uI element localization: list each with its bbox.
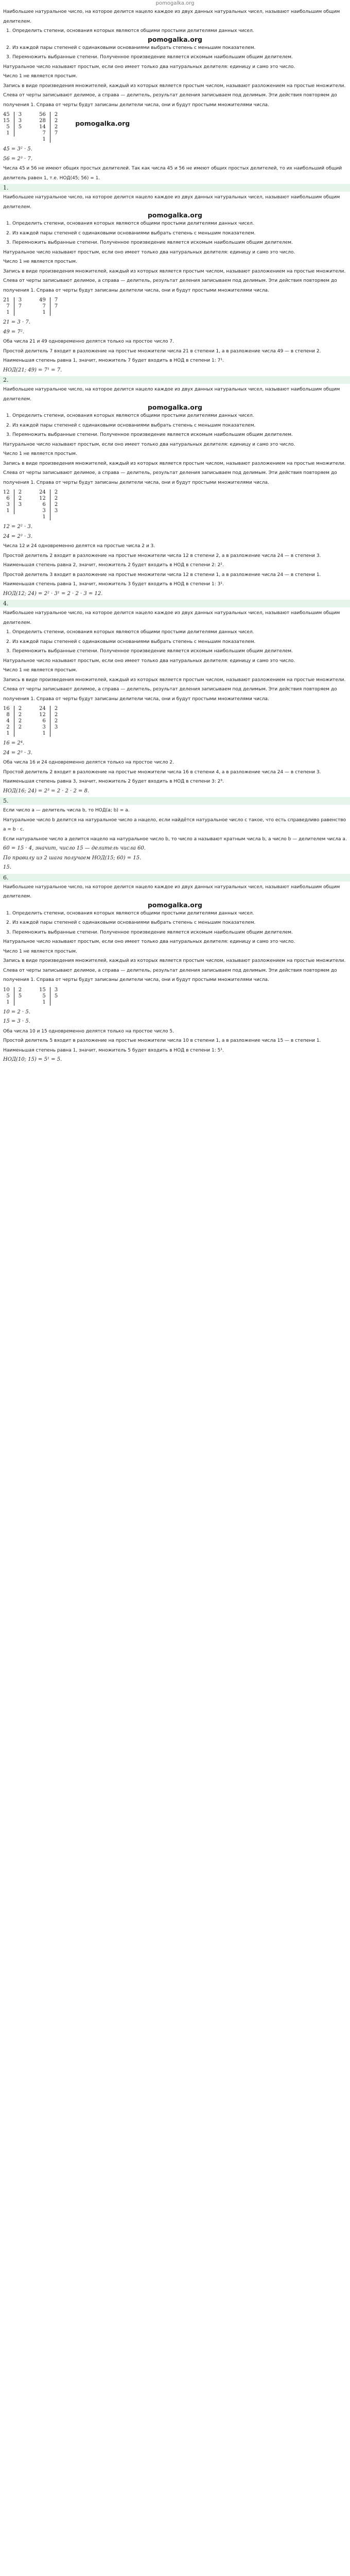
prime-divisor: 3 xyxy=(54,724,58,730)
prime-divisor: 7 xyxy=(54,130,58,136)
dividend: 8 xyxy=(3,712,14,718)
explanation: Простой делитель 3 входит в разложение на простые множители числа 12 в степени 1, а в разложение числа 24 — в степени 1. Наименьшая степень равна 1, значит, множитель 3 будет входить в НОД в степени 1: 3¹. xyxy=(3,572,321,587)
decomposition-text: Запись в виде произведения множителей, каждый из которых является простым числом, называют разложением на простые множители. Слева от черты записывают делимое, а справа — делитель, результат деления записываем под делимым. Эти действия повторяем до получения 1. Справа от черты будут записаны делители числа, они и будут простыми множителями числа. xyxy=(3,83,346,108)
gcd-definition: Наибольшее натуральное число, на которое делится нацело каждое из двух данных натуральных чисел, называют наибольшим общим делителем. xyxy=(3,9,340,24)
prime-divisor xyxy=(50,731,58,737)
prime-divisor: 5 xyxy=(54,993,58,999)
decomposition-text: Запись в виде произведения множителей, каждый из которых является простым числом, называют разложением на простые множители. Слева от черты записывают делимое, а справа — делитель, результат деления записываем под делимым. Эти действия повторяем до получения 1. Справа от черты будут записаны делители числа, они и будут простыми множителями числа. xyxy=(3,461,346,485)
dividend: 15 xyxy=(39,987,50,993)
section-badge: 4. xyxy=(0,600,350,607)
section-badge: 2. xyxy=(0,376,350,384)
prime-divisor: 7 xyxy=(54,297,58,303)
step-3: Перемножить выбранные степени. Полученное произведение является искомым наибольшим общим делителем. xyxy=(12,929,293,935)
prime-divisor: 7 xyxy=(18,303,22,309)
example-4: Наибольшее натуральное число, на которое делится нацело каждое из двух данных натуральных чисел, называют наибольшим общим делителем. 1. Определить степени, основания которых являются общими простыми делителями данных чисел. 2. Из каждой пары степеней с одинаковыми основаниями выбрать степень с меньшим показателем. 3. Перемножить выбранные степени. Полученное произведение является искомым наибольшим общим делителем. Натуральное число называют простым, если оно имеет только два натуральных делителя: единицу и само это число. Число 1 не является простым. Запись в виде произведения множителей, каждый из которых является простым числом, называют разложением на простые множители. Слева от черты записывают делимое, а справа — делитель, результат деления записываем под делимым. Эти действия повторяем до получения 1. Справа от черты будут записаны делители числа, они и будут простыми множителями числа. 16 2 8 2 4 2 2 2 1 24 2 12 2 6 2 3 3 1 16 = 2⁴. 24 = 2³ · 3. Оба числа 16 и 24 одновременно делятся только на простое число 2. Простой делитель 2 входит в разложение на простые множители числа 16 в степени 4, а в разложение числа 24 — в степени 3. Наименьшая степень равна 3, значит, множитель 2 будет входить в НОД в степени 3: 2³. НОД(16; 24) = 2³ = 2 · 2 · 2 = 8. xyxy=(0,608,350,796)
watermark: pomogalka.org xyxy=(147,901,202,909)
div-left xyxy=(3,489,22,514)
prime-divisor: 2 xyxy=(54,718,58,724)
explanation: Оба числа 21 и 49 одновременно делятся только на простое число 7. xyxy=(3,339,174,344)
prime-divisor xyxy=(14,508,22,514)
factorization-2: 56 = 2³ · 7. xyxy=(3,156,32,162)
dividend: 3 xyxy=(39,508,50,514)
example-3: Наибольшее натуральное число, на которое делится нацело каждое из двух данных натуральных чисел, называют наибольшим общим делителем. pomogalka.org 1. Определить степени, основания которых являются общими простыми делителями данных чисел. 2. Из каждой пары степеней с одинаковыми основаниями выбрать степень с меньшим показателем. 3. Перемножить выбранные степени. Полученное произведение является искомым наибольшим общим делителем. Натуральное число называют простым, если оно имеет только два натуральных делителя: единицу и само это число. Число 1 не является простым. Запись в виде произведения множителей, каждый из которых является простым числом, называют разложением на простые множители. Слева от черты записывают делимое, а справа — делитель, результат деления записываем под делимым. Эти действия повторяем до получения 1. Справа от черты будут записаны делители числа, они и будут простыми множителями числа. 12 2 6 2 3 3 1 24 2 12 2 6 2 3 3 1 12 = 2² · 3. 24 = 2³ · 3. Числа 12 и 24 одновременно делятся на простые числа 2 и 3. Простой делитель 2 входит в разложение на простые множители числа 12 в степени 2, а в разложение числа 24 — в степени 3. Наименьшая степень равна 2, значит, множитель 2 будет входить в НОД в степени 2: 2². Простой делитель 3 входит в разложение на простые множители числа 12 в степени 1, а в разложение числа 24 — в степени 1. Наименьшая степень равна 1, значит, множитель 3 будет входить в НОД в степени 1: 3¹. НОД(12; 24) = 2² · 3¹ = 2 · 2 · 3 = 12. xyxy=(0,385,350,599)
prime-divisor: 3 xyxy=(18,118,22,124)
answer: НОД(16; 24) = 2³ = 2 · 2 · 2 = 8. xyxy=(3,788,90,794)
prime-divisor xyxy=(14,310,22,316)
explanation: Числа 45 и 56 не имеют общих простых делителей. Так как числа 45 и 56 не имеют общих простых делителей, то их наибольший общий делитель равен 1, т.е. НОД(45; 56) = 1. xyxy=(3,166,342,181)
div-left xyxy=(3,297,22,316)
answer: НОД(21; 49) = 7¹ = 7. xyxy=(3,367,62,373)
explanation: Простой делитель 2 входит в разложение на простые множители числа 12 в степени 2, а в разложение числа 24 — в степени 3. Наименьшая степень равна 2, значит, множитель 2 будет входить в НОД в степени 2: 2². xyxy=(3,553,321,568)
explanation: Простой делитель 2 входит в разложение на простые множители числа 16 в степени 4, а в разложение числа 24 — в степени 3. Наименьшая степень равна 3, значит, множитель 2 будет входить в НОД в степени 3: 2³. xyxy=(3,769,321,784)
factorization-1: 10 = 2 · 5. xyxy=(3,1009,30,1015)
explanation: Если натуральное число а делится нацело на натуральное число b, то число a называют кратным числа b, а число b — делителем числа a. xyxy=(3,836,347,842)
dividend: 56 xyxy=(39,112,50,118)
prime-divisor xyxy=(14,999,22,1006)
explanation: Простой делитель 5 входит в разложение на простые множители числа 10 в степени 1, а в разложение числа 15 — в степени 1. Наименьшая степень равна 1, значит, множитель 5 будет входить в НОД в степени 1: 5¹. xyxy=(3,1038,321,1053)
prime-divisor: 7 xyxy=(54,303,58,309)
dividend: 7 xyxy=(39,130,50,137)
factorization-2: 24 = 2³ · 3. xyxy=(3,750,32,756)
prime-definition: Натуральное число называют простым, если оно имеет только два натуральных делителя: единицу и само это число. xyxy=(3,249,295,255)
example-5 xyxy=(0,806,350,873)
dividend: 6 xyxy=(39,502,50,508)
dividend: 16 xyxy=(3,706,14,712)
dividend: 1 xyxy=(39,514,50,520)
prime-definition: Натуральное число называют простым, если оно имеет только два натуральных делителя: единицу и само это число. xyxy=(3,939,295,944)
prime-divisor: 2 xyxy=(54,706,58,711)
step-3: Перемножить выбранные степени. Полученное произведение является искомым наибольшим общим делителем. xyxy=(12,432,293,437)
dividend: 6 xyxy=(39,718,50,724)
prime-divisor xyxy=(50,999,58,1006)
step-1: Определить степени, основания которых являются общими простыми делителями данных чисел. xyxy=(12,910,254,916)
div-left xyxy=(3,706,22,737)
watermark: pomogalka.org xyxy=(147,211,202,219)
dividend: 1 xyxy=(3,130,14,137)
dividend: 1 xyxy=(39,310,50,316)
step-2: Из каждой пары степеней с одинаковыми основаниями выбрать степень с меньшим показателем. xyxy=(12,45,256,50)
gcd-definition: Наибольшее натуральное число, на которое делится нацело каждое из двух данных натуральных чисел, называют наибольшим общим делителем. xyxy=(3,611,340,625)
gcd-definition: Наибольшее натуральное число, на которое делится нацело каждое из двух данных натуральных чисел, называют наибольшим общим делителем. xyxy=(3,195,340,210)
prime-divisor: 2 xyxy=(18,718,22,724)
explanation: По правилу из 2 шага получаем НОД(15; 60) = 15. xyxy=(3,855,142,861)
dividend: 5 xyxy=(39,993,50,999)
prime-divisor xyxy=(50,310,58,316)
factorization-1: 21 = 3 · 7. xyxy=(3,319,30,325)
step-3: Перемножить выбранные степени. Полученное произведение является искомым наибольшим общим делителем. xyxy=(12,55,293,60)
one-not-prime: Число 1 не является простым. xyxy=(3,259,77,264)
dividend: 5 xyxy=(3,124,14,130)
dividend: 24 xyxy=(39,706,50,712)
prime-divisor xyxy=(50,137,58,143)
dividend: 10 xyxy=(3,987,14,993)
step-1: Определить степени, основания которых являются общими простыми делителями данных чисел. xyxy=(12,221,254,226)
prime-divisor: 3 xyxy=(18,112,22,117)
section-badge: 5. xyxy=(0,797,350,805)
example-6: Наибольшее натуральное число, на которое делится нацело каждое из двух данных натуральных чисел, называют наибольшим общим делителем. pomogalka.org 1. Определить степени, основания которых являются общими простыми делителями данных чисел. 2. Из каждой пары степеней с одинаковыми основаниями выбрать степень с меньшим показателем. 3. Перемножить выбранные степени. Полученное произведение является искомым наибольшим общим делителем. Натуральное число называют простым, если оно имеет только два натуральных делителя: единицу и само это число. Число 1 не является простым. Запись в виде произведения множителей, каждый из которых является простым числом, называют разложением на простые множители. Слева от черты записывают делимое, а справа — делитель, результат деления записываем под делимым. Эти действия повторяем до получения 1. Справа от черты будут записаны делители числа, они и будут простыми множителями числа. 10 2 5 5 1 15 3 5 5 1 10 = 2 · 5. 15 = 3 · 5. Оба числа 10 и 15 одновременно делятся только на простое число 5. Простой делитель 5 входит в разложение на простые множители числа 10 в степени 1, а в разложение числа 15 — в степени 1. Наименьшая степень равна 1, значит, множитель 5 будет входить в НОД в степени 1: 5¹. НОД(10; 15) = 5¹ = 5. xyxy=(0,883,350,1065)
watermark: pomogalka.org xyxy=(147,403,202,411)
answer: НОД(10; 15) = 5¹ = 5. xyxy=(3,1057,62,1062)
one-not-prime: Число 1 не является простым. xyxy=(3,451,77,456)
dividend: 14 xyxy=(39,124,50,130)
dividend: 49 xyxy=(39,297,50,303)
section-badge: 6. xyxy=(0,874,350,882)
one-not-prime: Число 1 не является простым. xyxy=(3,948,77,954)
div-right xyxy=(39,706,58,737)
explanation: Натуральное число b делится на натуральное число a нацело, если найдётся натуральное число c такое, что есть справедливо равенство a = b · c. xyxy=(3,817,346,832)
prime-divisor: 2 xyxy=(18,489,22,495)
dividend: 1 xyxy=(3,731,14,737)
dividend: 2 xyxy=(3,724,14,731)
dividend: 28 xyxy=(39,118,50,124)
dividend: 21 xyxy=(3,297,14,303)
dividend: 5 xyxy=(3,993,14,999)
dividend: 45 xyxy=(3,112,14,118)
factorization-1: 45 = 3² · 5. xyxy=(3,146,32,152)
gcd-definition: Наибольшее натуральное число, на которое делится нацело каждое из двух данных натуральных чисел, называют наибольшим общим делителем. xyxy=(3,884,340,899)
dividend: 1 xyxy=(39,137,50,143)
prime-divisor xyxy=(14,731,22,737)
example-2: Наибольшее натуральное число, на которое делится нацело каждое из двух данных натуральных чисел, называют наибольшим общим делителем. pomogalka.org 1. Определить степени, основания которых являются общими простыми делителями данных чисел. 2. Из каждой пары степеней с одинаковыми основаниями выбрать степень с меньшим показателем. 3. Перемножить выбранные степени. Полученное произведение является искомым наибольшим общим делителем. Натуральное число называют простым, если оно имеет только два натуральных делителя: единицу и само это число. Число 1 не является простым. Запись в виде произведения множителей, каждый из которых является простым числом, называют разложением на простые множители. Слева от черты записывают делимое, а справа — делитель, результат деления записываем под делимым. Эти действия повторяем до получения 1. Справа от черты будут записаны делители числа, они и будут простыми множителями числа. 21 3 7 7 1 49 7 7 7 1 21 = 3 · 7. 49 = 7². Оба числа 21 и 49 одновременно делятся только на простое число 7. Простой делитель 7 входит в разложение на простые множители числа 21 в степени 1, а в разложение числа 49 — в степени 2. Наименьшая степень равна 1, значит, множитель 7 будет входить в НОД в степени 1: 7¹. НОД(21; 49) = 7¹ = 7. xyxy=(0,193,350,375)
div-right xyxy=(39,987,58,1006)
factorization-2: 15 = 3 · 5. xyxy=(3,1019,30,1024)
step-1: Определить степени, основания которых являются общими простыми делителями данных чисел. xyxy=(12,630,254,635)
decomposition-text: Запись в виде произведения множителей, каждый из которых является простым числом, называют разложением на простые множители. Слева от черты записывают делимое, а справа — делитель, результат деления записываем под делимым. Эти действия повторяем до получения 1. Справа от черты будут записаны делители числа, они и будут простыми множителями числа. xyxy=(3,268,346,293)
explanation: Числа 12 и 24 одновременно делятся на простые числа 2 и 3. xyxy=(3,544,155,549)
div-left xyxy=(3,112,22,137)
explanation: 60 = 15 · 4, значит, число 15 — делитель числа 60. xyxy=(3,845,146,851)
prime-divisor: 2 xyxy=(18,496,22,501)
prime-divisor: 2 xyxy=(18,712,22,718)
dividend: 24 xyxy=(39,489,50,496)
dividend: 12 xyxy=(39,496,50,502)
prime-divisor: 3 xyxy=(18,297,22,303)
prime-divisor: 2 xyxy=(54,496,58,501)
dividend: 3 xyxy=(3,502,14,508)
dividend: 1 xyxy=(39,999,50,1006)
watermark: pomogalka.org xyxy=(75,120,130,127)
division-tables xyxy=(3,110,347,145)
answer: НОД(12; 24) = 2² · 3¹ = 2 · 2 · 3 = 12. xyxy=(3,590,103,597)
explanation: Простой делитель 7 входит в разложение на простые множители числа 21 в степени 1, а в разложение числа 49 — в степени 2. Наименьшая степень равна 1, значит, множитель 7 будет входить в НОД в степени 1: 7¹. xyxy=(3,348,321,363)
decomposition-text: Запись в виде произведения множителей, каждый из которых является простым числом, называют разложением на простые множители. Слева от черты записывают делимое, а справа — делитель, результат деления записываем под делимым. Эти действия повторяем до получения 1. Справа от черты будут записаны делители числа, они и будут простыми множителями числа. xyxy=(3,958,346,982)
factorization-1: 16 = 2⁴. xyxy=(3,740,25,746)
prime-definition: Натуральное число называют простым, если оно имеет только два натуральных делителя: единицу и само это число. xyxy=(3,64,295,70)
rule: Если число a — делитель числа b, то НОД(a; b) = a. xyxy=(3,808,130,813)
div-right xyxy=(39,112,58,143)
step-3: Перемножить выбранные степени. Полученное произведение является искомым наибольшим общим делителем. xyxy=(12,240,293,245)
site-header[interactable]: pomogalka.org xyxy=(155,1,195,6)
section-badge: 1. xyxy=(0,184,350,192)
one-not-prime: Число 1 не является простым. xyxy=(3,668,77,673)
decomposition-text: Запись в виде произведения множителей, каждый из которых является простым числом, называют разложением на простые множители. Слева от черты записывают делимое, а справа — делитель, результат деления записываем под делимым. Эти действия повторяем до получения 1. Справа от черты будут записаны делители числа, они и будут простыми множителями числа. xyxy=(3,677,346,702)
dividend: 1 xyxy=(3,999,14,1006)
prime-divisor: 2 xyxy=(54,118,58,124)
prime-divisor xyxy=(14,130,22,137)
prime-divisor xyxy=(50,514,58,520)
step-2: Из каждой пары степеней с одинаковыми основаниями выбрать степень с меньшим показателем. xyxy=(12,422,256,428)
step-1: Определить степени, основания которых являются общими простыми делителями данных чисел. xyxy=(12,413,254,418)
prime-divisor: 2 xyxy=(18,987,22,993)
step-2: Из каждой пары степеней с одинаковыми основаниями выбрать степень с меньшим показателем. xyxy=(12,230,256,236)
prime-divisor: 5 xyxy=(18,124,22,130)
step-1: Определить степени, основания которых являются общими простыми делителями данных чисел. xyxy=(12,28,254,33)
prime-divisor: 3 xyxy=(54,508,58,514)
gcd-definition: Наибольшее натуральное число, на которое делится нацело каждое из двух данных натуральных чисел, называют наибольшим общим делителем. xyxy=(3,387,340,402)
explanation: Оба числа 10 и 15 одновременно делятся только на простое число 5. xyxy=(3,1028,174,1034)
factorization-1: 12 = 2² · 3. xyxy=(3,524,32,530)
step-2: Из каждой пары степеней с одинаковыми основаниями выбрать степень с меньшим показателем. xyxy=(12,639,256,645)
prime-definition: Натуральное число называют простым, если оно имеет только два натуральных делителя: единицу и само это число. xyxy=(3,658,295,664)
factorization-2: 24 = 2³ · 3. xyxy=(3,533,32,539)
div-right xyxy=(39,489,58,520)
step-3: Перемножить выбранные степени. Полученное произведение является искомым наибольшим общим делителем. xyxy=(12,649,293,654)
prime-divisor: 2 xyxy=(54,489,58,495)
prime-divisor: 2 xyxy=(54,112,58,117)
watermark: pomogalka.org xyxy=(147,35,202,43)
explanation: Оба числа 16 и 24 одновременно делятся только на простое число 2. xyxy=(3,760,174,765)
dividend: 1 xyxy=(39,731,50,737)
dividend: 4 xyxy=(3,718,14,724)
factorization-2: 49 = 7². xyxy=(3,329,25,335)
step-2: Из каждой пары степеней с одинаковыми основаниями выбрать степень с меньшим показателем. xyxy=(12,920,256,925)
prime-divisor: 2 xyxy=(18,724,22,730)
page xyxy=(0,0,350,1065)
dividend: 7 xyxy=(39,303,50,310)
dividend: 1 xyxy=(3,310,14,316)
dividend: 7 xyxy=(3,303,14,310)
dividend: 1 xyxy=(3,508,14,514)
prime-divisor: 3 xyxy=(54,987,58,993)
prime-divisor: 2 xyxy=(54,124,58,130)
dividend: 12 xyxy=(3,489,14,496)
answer: 15. xyxy=(3,865,11,870)
prime-divisor: 3 xyxy=(18,502,22,507)
prime-divisor: 2 xyxy=(18,706,22,711)
intro-section: Наибольшее натуральное число, на которое делится нацело каждое из двух данных натуральных чисел, называют наибольшим общим делителем. 1. Определить степени, основания которых являются общими простыми делителями данных чисел. pomogalka.org 2. Из каждой пары степеней с одинаковыми основаниями выбрать степень с меньшим показателем. 3. Перемножить выбранные степени. Полученное произведение является искомым наибольшим общим делителем. Натуральное число называют простым, если оно имеет только два натуральных делителя: единицу и само это число. Число 1 не является простым. Запись в виде произведения множителей, каждый из которых является простым числом, называют разложением на простые множители. Слева от черты записывают делимое, а справа — делитель, результат деления записываем под делимым. Эти действия повторяем до получения 1. Справа от черты будут записаны делители числа, они и будут простыми множителями числа. xyxy=(0,7,350,110)
div-left xyxy=(3,987,22,1006)
dividend: 3 xyxy=(39,724,50,731)
prime-definition: Натуральное число называют простым, если оно имеет только два натуральных делителя: единицу и само это число. xyxy=(3,442,295,447)
prime-divisor: 2 xyxy=(54,712,58,718)
dividend: 12 xyxy=(39,712,50,718)
dividend: 15 xyxy=(3,118,14,124)
prime-divisor: 2 xyxy=(54,502,58,507)
one-not-prime: Число 1 не является простым. xyxy=(3,74,77,79)
dividend: 6 xyxy=(3,496,14,502)
div-right xyxy=(39,297,58,316)
prime-divisor: 5 xyxy=(18,993,22,999)
example-1 xyxy=(0,110,350,183)
